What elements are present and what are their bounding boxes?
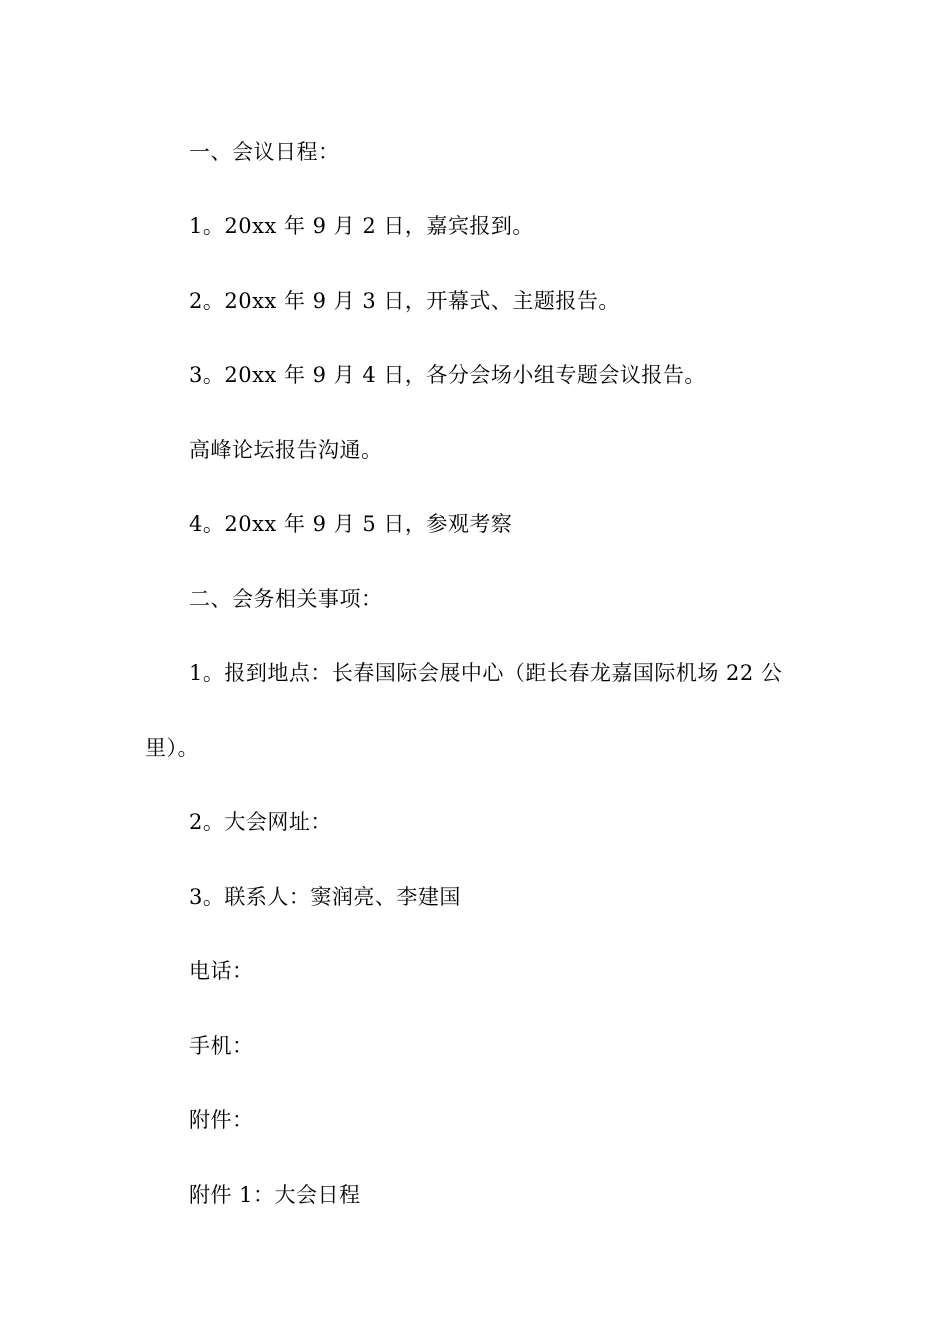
attachments-label: 附件： [189,1108,254,1132]
schedule-item-3-note: 高峰论坛报告沟通。 [189,438,383,462]
schedule-item-1: 1。20xx 年 9 月 2 日，嘉宾报到。 [189,214,534,238]
affairs-item-3: 3。联系人：窦润亮、李建国 [189,885,461,909]
attachment-1: 附件 1：大会日程 [189,1183,361,1207]
affairs-item-1: 1。报到地点：长春国际会展中心（距长春龙嘉国际机场 22 公 [189,661,783,685]
schedule-item-3: 3。20xx 年 9 月 4 日，各分会场小组专题会议报告。 [189,363,706,387]
mobile-label: 手机： [189,1034,254,1058]
affairs-item-1-continued: 里）。 [145,736,199,760]
schedule-item-4: 4。20xx 年 9 月 5 日，参观考察 [189,512,513,536]
section-heading-schedule: 一、会议日程： [189,140,340,164]
phone-label: 电话： [189,959,254,983]
affairs-item-2: 2。大会网址： [189,810,332,834]
schedule-item-2: 2。20xx 年 9 月 3 日，开幕式、主题报告。 [189,289,620,313]
section-heading-affairs: 二、会务相关事项： [189,587,383,611]
